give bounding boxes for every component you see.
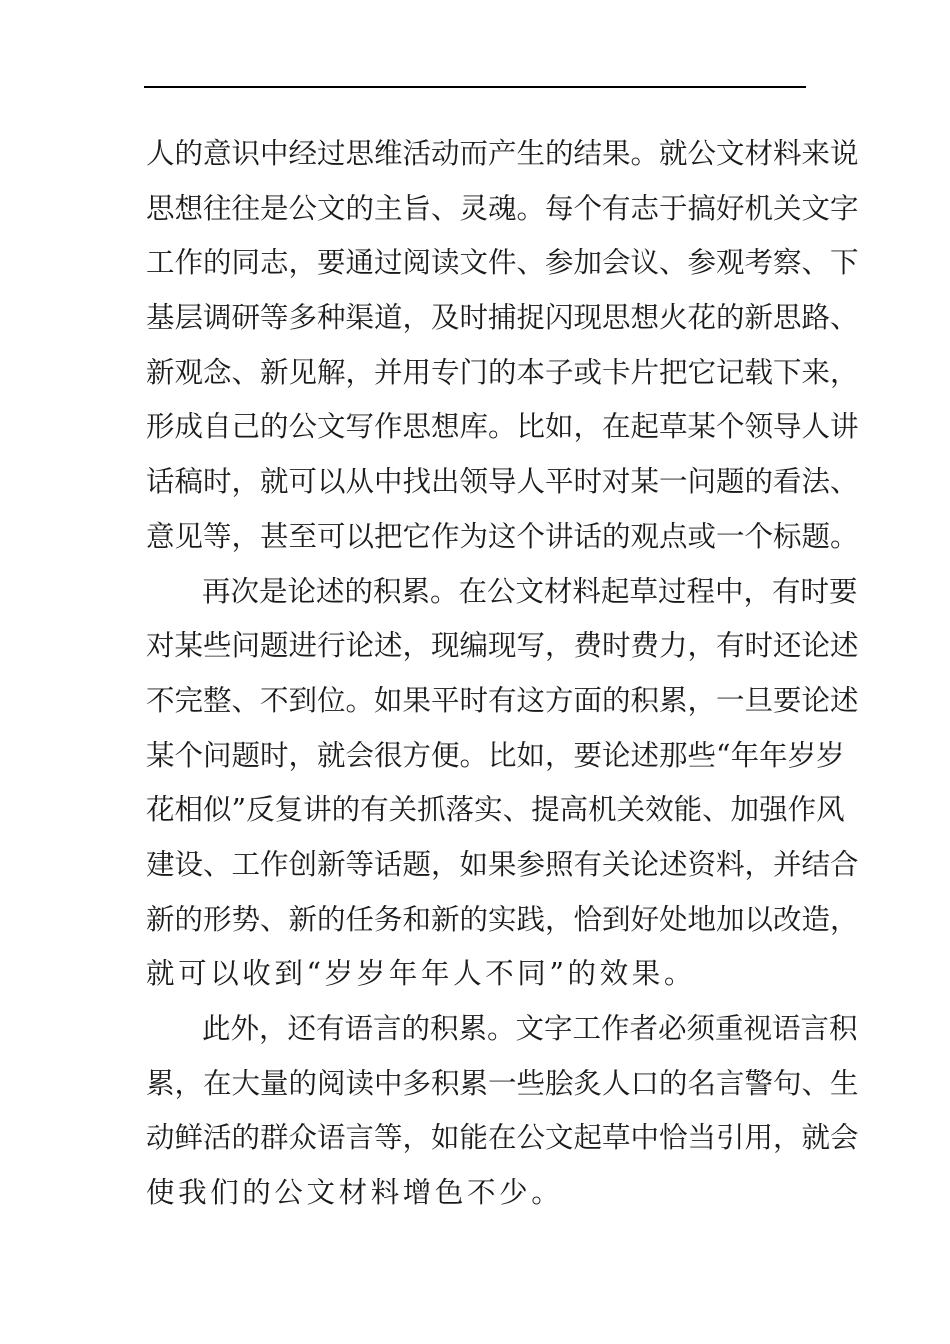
text-line: 话稿时，就可以从中找出领导人平时对某一问题的看法、 — [146, 465, 859, 499]
paragraph-thought-accumulation — [146, 127, 859, 565]
text-line: 不完整、不到位。如果平时有这方面的积累，一旦要论述 — [146, 683, 859, 717]
text-line: 新的形势、新的任务和新的实践，恰到好处地加以改造， — [146, 902, 859, 936]
text-line: 新观念、新见解，并用专门的本子或卡片把它记载下来， — [146, 355, 859, 389]
text-line: 意见等，甚至可以把它作为这个讲话的观点或一个标题。 — [146, 519, 859, 553]
text-line: 累，在大量的阅读中多积累一些脍炙人口的名言警句、生 — [146, 1066, 859, 1100]
header-rule — [144, 86, 806, 88]
text-line: 工作的同志，要通过阅读文件、参加会议、参观考察、下 — [146, 246, 859, 280]
text-line: 使我们的公文材料增色不少。 — [146, 1176, 564, 1210]
text-line: 某个问题时，就会很方便。比如，要论述那些“年年岁岁 — [146, 738, 845, 772]
text-line: 花相似”反复讲的有关抓落实、提高机关效能、加强作风 — [146, 793, 845, 827]
text-line: 人的意识中经过思维活动而产生的结果。就公文材料来说 — [146, 137, 859, 170]
text-line: 形成自己的公文写作思想库。比如，在起草某个领导人讲 — [146, 410, 859, 444]
page-body — [146, 127, 859, 1221]
text-line: 就可以收到“岁岁年年人不同”的效果。 — [146, 957, 696, 991]
text-line: 对某些问题进行论述，现编现写，费时费力，有时还论述 — [146, 629, 859, 663]
text-line: 建设、工作创新等话题，如果参照有关论述资料，并结合 — [146, 847, 859, 881]
text-line: 基层调研等多种渠道，及时捕捉闪现思想火花的新思路、 — [146, 301, 859, 335]
text-line: 动鲜活的群众语言等，如能在公文起草中恰当引用，就会 — [146, 1121, 859, 1155]
text-line: 思想往往是公文的主旨、灵魂。每个有志于搞好机关文字 — [146, 191, 859, 225]
text-line: 此外，还有语言的积累。文字工作者必须重视语言积 — [202, 1012, 858, 1045]
paragraph-language-accumulation — [146, 1002, 859, 1221]
paragraph-argument-accumulation — [146, 565, 859, 1003]
text-line: 再次是论述的积累。在公文材料起草过程中，有时要 — [202, 574, 858, 608]
